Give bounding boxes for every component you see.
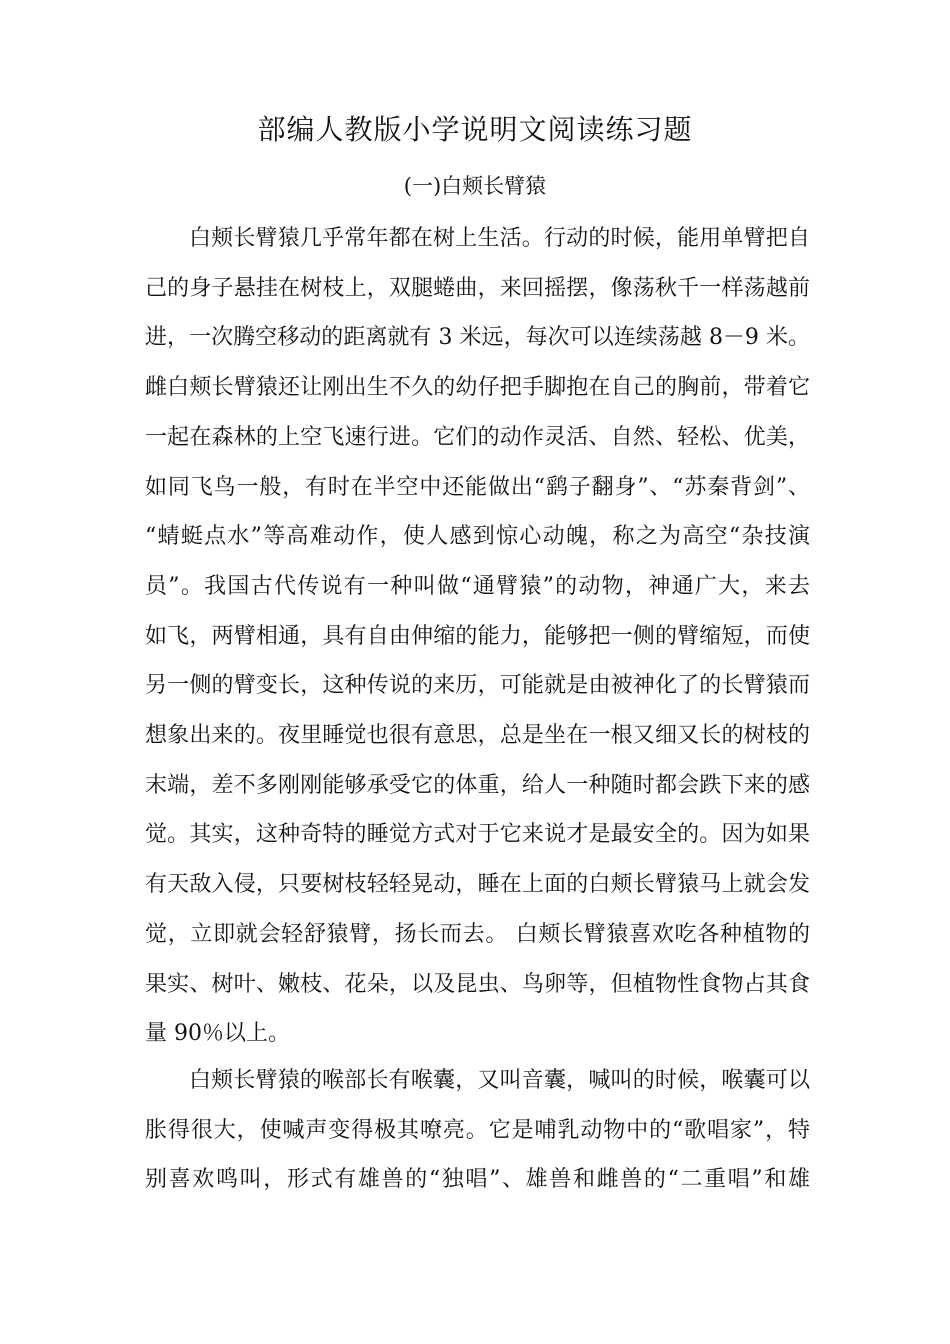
- paragraph-line: 己的身子悬挂在树枝上，双腿蜷曲，来回摇摆，像荡秋千一样荡越前: [145, 275, 810, 301]
- paragraph-line: 量 90％以上。: [145, 1021, 290, 1047]
- paragraph-line: 雌白颊长臂猿还让刚出生不久的幼仔把手脚抱在自己的胸前，带着它: [145, 375, 810, 401]
- paragraph-line: 想象出来的。夜里睡觉也很有意思，总是坐在一根又细又长的树枝的: [145, 723, 810, 749]
- paragraph-line: 如同飞鸟一般，有时在半空中还能做出“鹞子翻身”、“苏秦背剑”、: [145, 474, 810, 500]
- document-title: 部编人教版小学说明文阅读练习题: [257, 113, 693, 146]
- paragraph-line: 进，一次腾空移动的距离就有 3 米远，每次可以连续荡越 8－9 米。: [145, 325, 810, 351]
- paragraph-line: 觉，立即就会轻舒猿臂，扬长而去。 白颊长臂猿喜欢吃各种植物的: [145, 921, 810, 947]
- paragraph-line: 觉。其实，这种奇特的睡觉方式对于它来说才是最安全的。因为如果: [145, 822, 810, 848]
- paragraph-2: [145, 1056, 810, 1205]
- paragraph-line: 白颊长臂猿几乎常年都在树上生活。行动的时候，能用单臂把自: [189, 226, 810, 251]
- paragraph-line: 白颊长臂猿的喉部长有喉囊，又叫音囊，喊叫的时候，喉囊可以: [189, 1068, 810, 1093]
- paragraph-line: 胀得很大，使喊声变得极其嘹亮。它是哺乳动物中的“歌唱家”，特: [145, 1117, 810, 1143]
- paragraph-line: 员”。我国古代传说有一种叫做“通臂猿”的动物，神通广大，来去: [145, 573, 810, 599]
- paragraph-line: 末端，差不多刚刚能够承受它的体重，给人一种随时都会跌下来的感: [145, 772, 810, 798]
- paragraph-line: 一起在森林的上空飞速行进。它们的动作灵活、自然、轻松、优美，: [145, 424, 810, 450]
- paragraph-line: 另一侧的臂变长，这种传说的来历，可能就是由被神化了的长臂猿而: [145, 673, 810, 699]
- paragraph-line: 如飞，两臂相通，具有自由伸缩的能力，能够把一侧的臂缩短，而使: [145, 623, 810, 649]
- section-title: (一)白颊长臂猿: [403, 174, 547, 198]
- paragraph-1: [145, 214, 810, 1059]
- paragraph-line: 果实、树叶、嫩枝、花朵，以及昆虫、鸟卵等，但植物性食物占其食: [145, 971, 810, 997]
- paragraph-line: “蜻蜓点水”等高难动作，使人感到惊心动魄，称之为高空“杂技演: [145, 524, 810, 550]
- paragraph-line: 有天敌入侵，只要树枝轻轻晃动，睡在上面的白颊长臂猿马上就会发: [145, 872, 810, 898]
- paragraph-line: 别喜欢鸣叫，形式有雄兽的“独唱”、雄兽和雌兽的“二重唱”和雄: [145, 1167, 810, 1193]
